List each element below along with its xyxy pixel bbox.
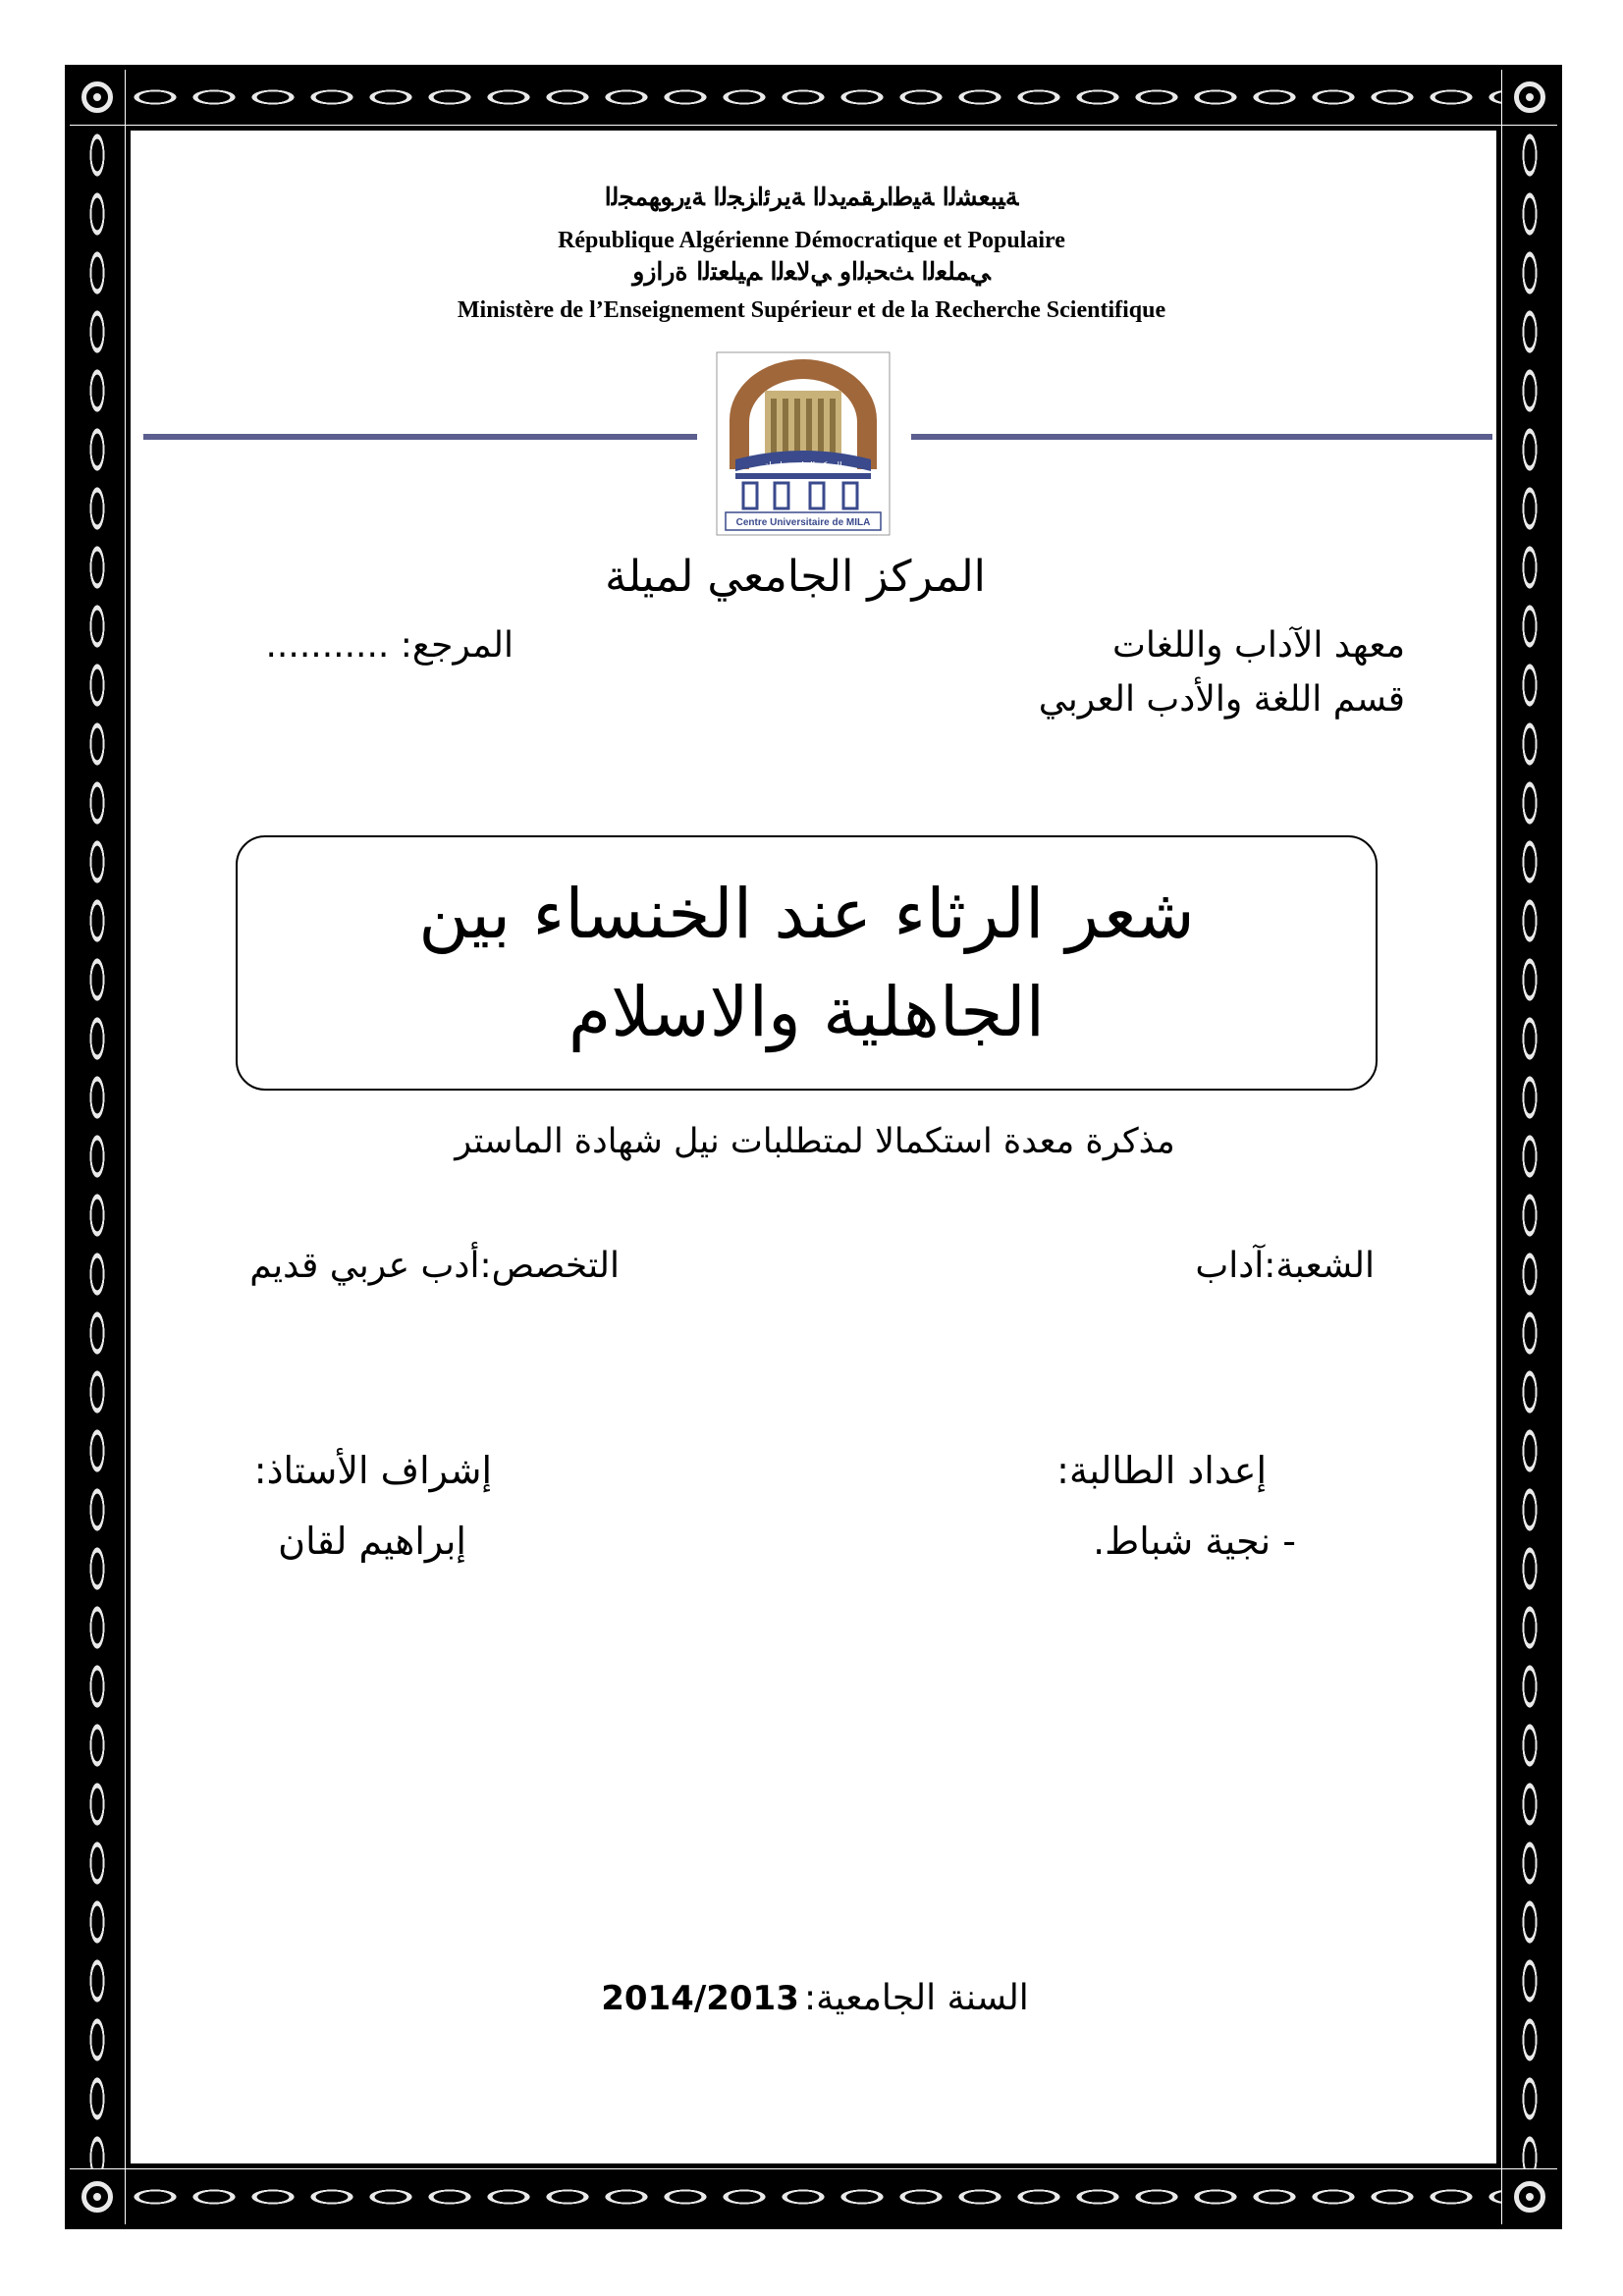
header-arabic-ministry: ﻲﻤﻠﻌﻟا ﺚﺤﺒﻟاو ﻲﻟﺎﻌﻟا ﻢﻴﻠﻌﺘﻟا ةرازو (632, 257, 991, 286)
center-name: المركز الجامعي لميلة (605, 552, 986, 602)
corner-ornament-top-right (1502, 70, 1557, 125)
corner-ornament-bottom-left (70, 2169, 125, 2224)
supervisor-label: إشراف الأستاذ: (253, 1449, 492, 1492)
thesis-title-line-1: شعر الرثاء عند الخنساء بين (418, 874, 1195, 954)
logo-caption: Centre Universitaire de MILA (735, 517, 871, 528)
supervisor-name: إبراهيم لقان (278, 1520, 466, 1563)
corner-ornament-top-left (70, 70, 125, 125)
academic-year-label: السنة الجامعية: (803, 1978, 1029, 2018)
logo-graphic (716, 351, 891, 536)
academic-year (560, 1978, 1070, 2018)
academic-year-value: 2014/2013 (601, 1979, 799, 2018)
frame-bottom-strip (126, 2169, 1501, 2224)
header-ministry-fr: Ministère de l’Enseignement Supérieur et de la Recherche Scientifique (457, 297, 1166, 323)
corner-ornament-bottom-right (1502, 2169, 1557, 2224)
specialty-field: التخصص:أدب عربي قديم (249, 1246, 620, 1286)
thesis-title-line-2: الجاهلية والاسلام (568, 972, 1046, 1052)
institute-name: معهد الآداب واللغات (1112, 625, 1405, 666)
department-name: قسم اللغة والأدب العربي (1038, 679, 1405, 720)
university-logo (716, 351, 891, 536)
branch-field: الشعبة:آداب (1195, 1246, 1375, 1286)
header-republic-fr: République Algérienne Démocratique et Populaire (558, 228, 1065, 253)
header-arabic-republic: ﺔﻴﺒﻌﺸﻟا ﺔﻴﻃاﺮﻘﻤﻳﺪﻟا ﺔﻳﺮﺋاﺰﺠﻟا ﺔﻳرﻮﻬﻤﺠﻟا (604, 183, 1019, 211)
thesis-subtitle: مذكرة معدة استكمالا لمتطلبات نيل شهادة الماستر (455, 1122, 1175, 1161)
reference-field: المرجع: ........... (265, 625, 514, 666)
frame-left-strip (70, 126, 125, 2168)
header-rule-left (143, 434, 697, 440)
thesis-title-box (236, 835, 1378, 1091)
prepared-by-label: إعداد الطالبة: (1056, 1449, 1267, 1492)
header-rule-right (911, 434, 1492, 440)
frame-right-strip (1502, 126, 1557, 2168)
logo-banner-text: المركز الجامعي لميلة (764, 461, 842, 471)
student-name: - نجية شباط. (1093, 1520, 1296, 1563)
frame-top-strip (126, 70, 1501, 125)
